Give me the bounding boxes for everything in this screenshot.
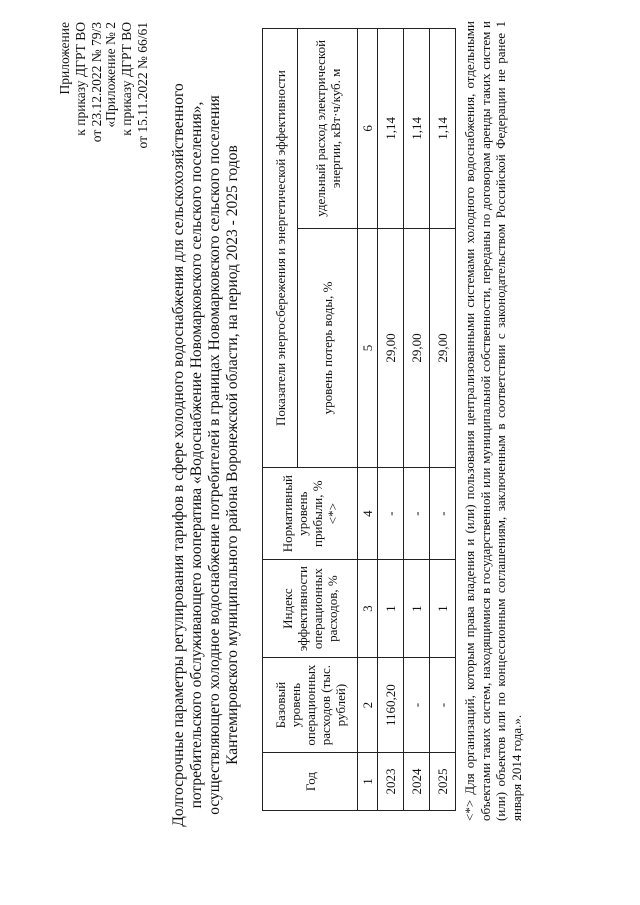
- title-line: осуществляющего холодное водоснабжение потребителей в границах Новомарковского сельского поселения: [206, 95, 223, 815]
- header-base-level: Базовый уровень операционных расходов (тыс. рублей): [263, 658, 358, 753]
- cell-year: 2025: [430, 753, 456, 811]
- appendix-line: Приложение: [57, 22, 72, 95]
- header-water-loss: уровень потерь воды, %: [298, 228, 358, 467]
- appendix-current: [57, 22, 105, 142]
- cell-power: 1,14: [404, 29, 430, 229]
- document-title: [170, 75, 242, 835]
- appendix-line: к приказу ДГРТ ВО: [119, 22, 134, 136]
- cell-power: 1,14: [430, 29, 456, 229]
- column-number: 6: [358, 29, 378, 229]
- column-number: 5: [358, 228, 378, 467]
- column-number-row: [358, 29, 378, 811]
- cell-year: 2024: [404, 753, 430, 811]
- header-profit-level: Нормативный уровень прибыли, % <*>: [263, 468, 358, 560]
- column-number: 1: [358, 753, 378, 811]
- column-number: 3: [358, 560, 378, 658]
- cell-loss: 29,00: [378, 228, 404, 467]
- title-line: Долгосрочные параметры регулирования тарифов в сфере холодного водоснабжения для сельскохозяйственного: [170, 83, 187, 827]
- header-efficiency-index: Индекс эффективности операционных расходов, %: [263, 560, 358, 658]
- cell-base: -: [404, 658, 430, 753]
- table-header-row: [263, 29, 298, 811]
- cell-profit: -: [378, 468, 404, 560]
- cell-loss: 29,00: [404, 228, 430, 467]
- cell-index: 1: [404, 560, 430, 658]
- table-row: [430, 29, 456, 811]
- column-number: 4: [358, 468, 378, 560]
- cell-index: 1: [378, 560, 404, 658]
- cell-profit: -: [404, 468, 430, 560]
- appendix-line: от 23.12.2022 № 79/3: [89, 22, 104, 143]
- cell-profit: -: [430, 468, 456, 560]
- title-line: потребительского обслуживающего кооператива «Водоснабжение Новомарковского сельского поселения»,: [188, 101, 205, 809]
- cell-power: 1,14: [378, 29, 404, 229]
- appendix-previous: [103, 22, 151, 148]
- table-row: [378, 29, 404, 811]
- table-row: [404, 29, 430, 811]
- title-line: Кантемировского муниципального района Воронежской области, на период 2023 - 2025 годов: [224, 145, 241, 765]
- tariff-parameters-table: [262, 28, 456, 811]
- cell-base: 1160,20: [378, 658, 404, 753]
- footnote: <*> Для организаций, которым права владения и (или) пользования централизованными системами холодного водоснабжения, отдельными объектами таких систем, находящимися в государственной или муниципальной собственности, переданы по договорам аренды таких систем и (или) объектов или по концессионным соглашениям, заключенным в соответствии с законодательством Российской Федерации не ранее 1 января 2014 года.».: [462, 21, 524, 821]
- column-number: 2: [358, 658, 378, 753]
- cell-base: -: [430, 658, 456, 753]
- header-year: Год: [263, 753, 358, 811]
- cell-loss: 29,00: [430, 228, 456, 467]
- header-energy-group: Показатели энергосбережения и энергетической эффективности: [263, 29, 298, 468]
- appendix-line: «Приложение № 2: [103, 22, 118, 128]
- appendix-line: к приказу ДГРТ ВО: [73, 22, 88, 136]
- cell-year: 2023: [378, 753, 404, 811]
- cell-index: 1: [430, 560, 456, 658]
- appendix-line: от 15.11.2022 № 66/61: [135, 22, 150, 149]
- header-power-use: удельный расход электрической энергии, кВт·ч/куб. м: [298, 29, 358, 229]
